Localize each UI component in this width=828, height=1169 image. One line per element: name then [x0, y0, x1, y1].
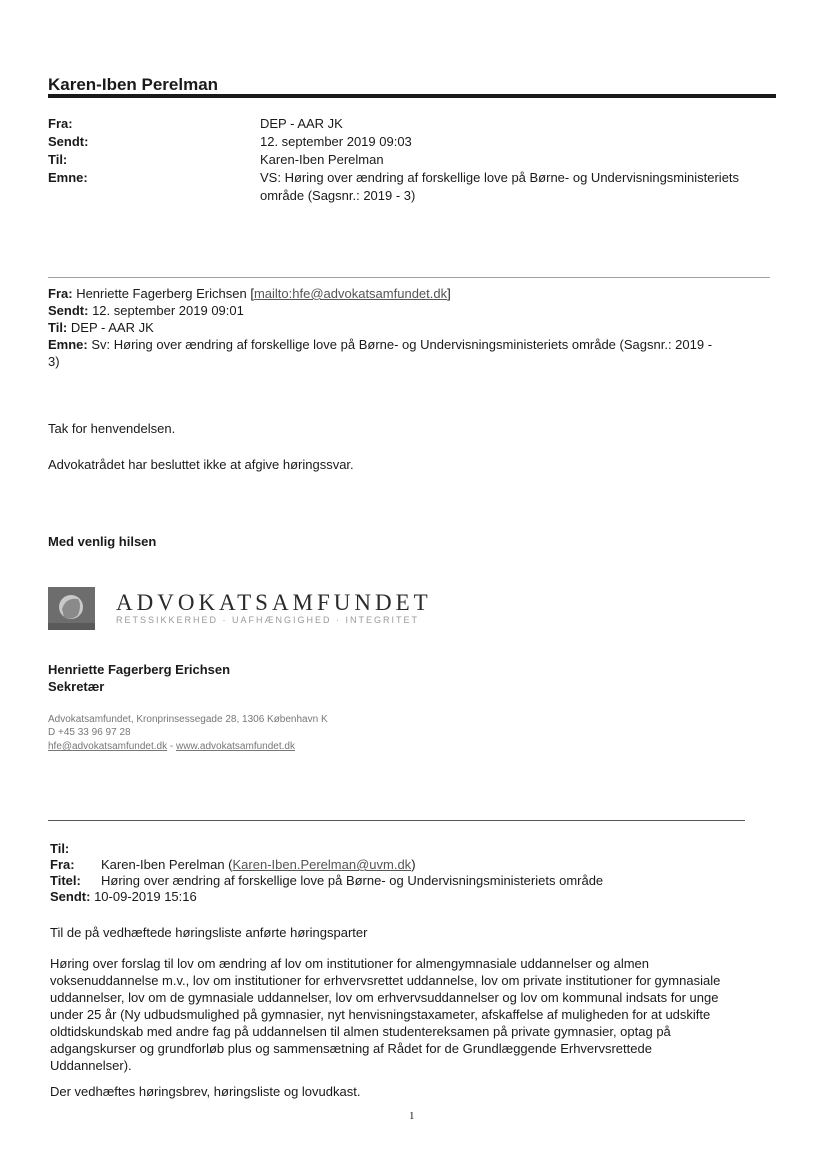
orig-from-label: Fra:	[50, 857, 75, 872]
reply-sent-line	[48, 302, 244, 319]
orig-from-close: )	[411, 857, 416, 872]
orig-paragraph-line: under 25 år (Ny udbudsmulighed på gymnasier, nyt henvisningstaxameter, afskaffelse af muligheden for at udskifte	[50, 1007, 711, 1022]
orig-from-line	[101, 856, 416, 873]
signature-role: Sekretær	[48, 679, 105, 694]
orig-title-label: Titel:	[50, 873, 81, 888]
orig-intro: Til de på vedhæftede høringsliste anførte høringsparter	[50, 925, 368, 940]
from-label: Fra:	[48, 116, 73, 131]
orig-attachments: Der vedhæftes høringsbrev, høringsliste og lovudkast.	[50, 1084, 361, 1099]
signature-phone: D +45 33 96 97 28	[48, 727, 131, 738]
orig-sent-label: Sendt:	[50, 889, 91, 904]
reply-body-1: Tak for henvendelsen.	[48, 421, 176, 436]
signature-separator: -	[167, 741, 177, 752]
page-number: 1	[409, 1110, 415, 1122]
sent-value: 12. september 2019 09:03	[260, 134, 412, 149]
to-value: Karen-Iben Perelman	[260, 152, 384, 167]
sent-label: Sendt:	[48, 134, 89, 149]
signature-address: Advokatsamfundet, Kronprinsessegade 28, 1306 København K	[48, 714, 328, 725]
orig-paragraph-line: uddannelser, lov om de gymnasiale uddannelser, lov om erhvervsuddannelser og lov om kommunal indsats for unge	[50, 990, 719, 1005]
reply-from-name: Henriette Fagerberg Erichsen	[76, 286, 247, 301]
orig-sent-value: 10-09-2019 15:16	[94, 889, 197, 904]
orig-paragraph	[50, 955, 720, 1074]
orig-paragraph-line: Høring over forslag til lov om ændring af lov om institutioner for almengymnasiale uddannelser og almen	[50, 956, 650, 971]
orig-paragraph-line: voksenuddannelse m.v., lov om institutioner for erhvervsrettet uddannelse, lov om private institutioner for gymnasiale	[50, 973, 721, 988]
logo-title: ADVOKATSAMFUNDET	[116, 590, 432, 615]
reply-to-line	[48, 319, 154, 336]
signature-contact	[48, 740, 295, 753]
orig-from-mail-link[interactable]: Karen-Iben.Perelman@uvm.dk	[232, 857, 412, 872]
reply-subject-line-2: 3)	[48, 354, 60, 369]
subject-line-2: område (Sagsnr.: 2019 - 3)	[260, 188, 416, 203]
orig-sent-line	[50, 888, 197, 905]
reply-subject-value: Sv: Høring over ændring af forskellige love på Børne- og Undervisningsministeriets område (Sagsnr.: 2019 -	[91, 337, 713, 352]
orig-paragraph-line: oldtidskundskab med andre fag på uddannelsen til almen studentereksamen på private gymnasier, optag på	[50, 1024, 671, 1039]
reply-subject-label: Emne:	[48, 337, 88, 352]
signature-website-link[interactable]: www.advokatsamfundet.dk	[176, 741, 295, 752]
greeting: Med venlig hilsen	[48, 534, 157, 549]
reply-from-bracket-open: [	[250, 286, 254, 301]
reply-from-bracket-close: ]	[447, 286, 451, 301]
to-label: Til:	[48, 152, 68, 167]
advokatsamfundet-logo-icon	[48, 587, 95, 630]
reply-subject-line	[48, 336, 712, 353]
reply-divider	[48, 277, 770, 278]
subject-line-1: VS: Høring over ændring af forskellige love på Børne- og Undervisningsministeriets	[260, 170, 740, 185]
original-divider	[48, 820, 745, 821]
orig-paragraph-line: adgangskurser og grundforløb plus og sammensætning af Rådet for de Grundlæggende Erhvervsrettede	[50, 1041, 652, 1056]
owner-name: Karen-Iben Perelman	[48, 75, 219, 94]
signature-name: Henriette Fagerberg Erichsen	[48, 662, 231, 677]
from-value: DEP - AAR JK	[260, 116, 343, 131]
reply-to-value: DEP - AAR JK	[70, 320, 154, 335]
reply-to-label: Til:	[48, 320, 68, 335]
signature-email-link[interactable]: hfe@advokatsamfundet.dk	[48, 741, 168, 752]
orig-from-name: Karen-Iben Perelman (	[101, 857, 233, 872]
reply-body-2: Advokatrådet har besluttet ikke at afgive høringssvar.	[48, 457, 354, 472]
reply-from-mail-link[interactable]: mailto:hfe@advokatsamfundet.dk	[253, 286, 448, 301]
reply-from-label: Fra:	[48, 286, 73, 301]
reply-sent-label: Sendt:	[48, 303, 89, 318]
subject-label: Emne:	[48, 170, 88, 185]
orig-to-label: Til:	[50, 841, 70, 856]
header-divider	[48, 94, 776, 98]
reply-sent-value: 12. september 2019 09:01	[92, 303, 244, 318]
logo-subtitle: RETSSIKKERHED · UAFHÆNGIGHED · INTEGRITET	[116, 615, 420, 625]
reply-from-line	[48, 285, 451, 302]
orig-paragraph-line: Uddannelser).	[50, 1058, 132, 1073]
orig-title-value: Høring over ændring af forskellige love på Børne- og Undervisningsministeriets område	[101, 873, 604, 888]
